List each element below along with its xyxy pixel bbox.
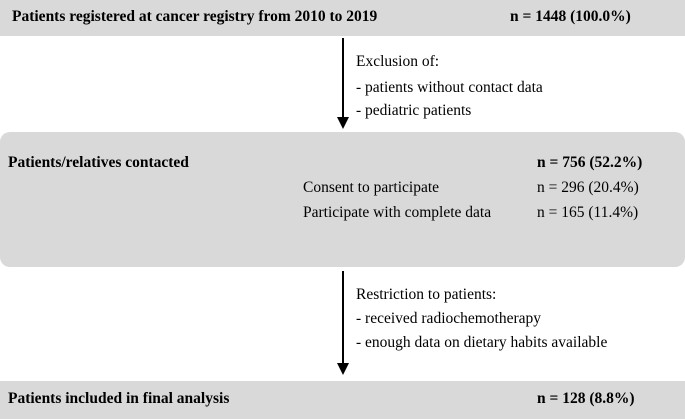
contacted-label: Patients/relatives contacted bbox=[8, 154, 189, 171]
restriction-item: - received radiochemotherapy bbox=[356, 310, 542, 327]
restriction-item: - enough data on dietary habits available bbox=[356, 334, 608, 351]
exclusion-title: Exclusion of: bbox=[356, 53, 440, 70]
registered-count: n = 1448 (100.0%) bbox=[510, 8, 631, 25]
final-count: n = 128 (8.8%) bbox=[537, 390, 635, 407]
contacted-box bbox=[0, 132, 685, 267]
registered-box bbox=[0, 0, 685, 36]
exclusion-item: - patients without contact data bbox=[356, 79, 543, 96]
final-label: Patients included in final analysis bbox=[8, 390, 230, 407]
restriction-title: Restriction to patients: bbox=[356, 286, 497, 303]
flow-arrow-2 bbox=[336, 271, 350, 377]
registered-label: Patients registered at cancer registry from 2010 to 2019 bbox=[12, 8, 378, 25]
complete-data-count: n = 165 (11.4%) bbox=[537, 204, 639, 221]
exclusion-item: - pediatric patients bbox=[356, 102, 472, 119]
final-analysis-box bbox=[0, 381, 685, 419]
consent-count: n = 296 (20.4%) bbox=[537, 179, 639, 196]
contacted-count: n = 756 (52.2%) bbox=[537, 154, 643, 171]
complete-data-label: Participate with complete data bbox=[303, 204, 492, 221]
flow-arrow-1 bbox=[336, 38, 350, 130]
consent-label: Consent to participate bbox=[303, 179, 440, 196]
